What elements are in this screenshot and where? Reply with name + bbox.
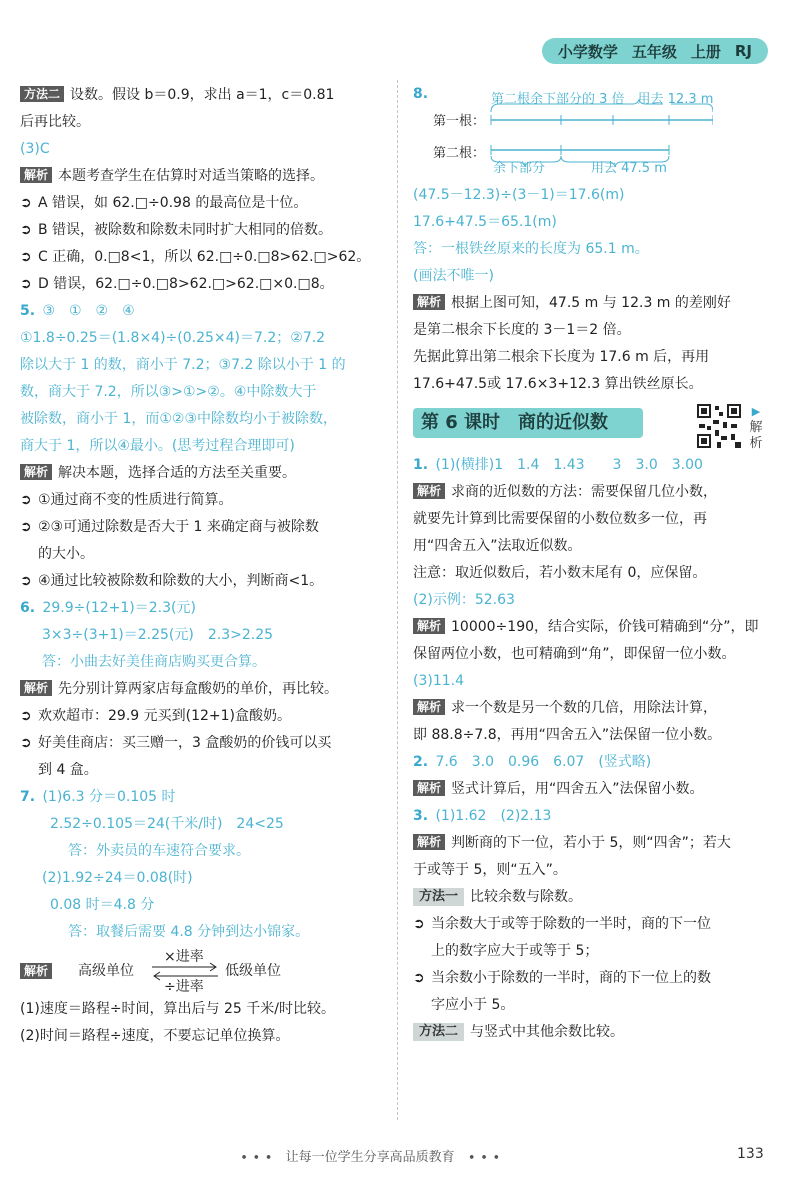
text-line: (1)速度＝路程÷时间，算出后与 25 千米/时比较。 [20, 1001, 335, 1017]
header-volume: 上册 [690, 42, 721, 61]
analysis-line: 解析 本题考查学生在估算时对适当策略的选择。 [20, 163, 382, 190]
arrow-icon: ➲ [20, 573, 32, 589]
analysis-tag: 解析 [413, 834, 445, 850]
question-7: 7. (1)6.3 分＝0.105 时 [20, 789, 176, 805]
method-tag: 方法二 [20, 86, 64, 102]
bullet-line: ➲ ①通过商不变的性质进行简算。 [20, 487, 382, 514]
divide-rate-label: ÷进率 [164, 979, 204, 995]
answer-line: 被除数，商小于 1，而①②③中除数均小于被除数， [20, 411, 338, 427]
wire-diagram [413, 82, 783, 174]
bullet-line: ➲ 当余数小于除数的一半时，商的下一位上的数 [413, 965, 783, 992]
arrow-icon: ➲ [20, 222, 32, 238]
answer-line: ①1.8÷0.25＝(1.8×4)÷(0.25×4)＝7.2；②7.2 [20, 330, 326, 346]
answer-line: 3×3÷(3+1)＝2.25(元) 2.3>2.25 [42, 627, 274, 643]
analysis-line: 解析 10000÷190，结合实际，价钱可精确到“分”，即 [413, 614, 783, 641]
analysis-tag: 解析 [20, 963, 52, 979]
analysis-tag: 解析 [413, 780, 445, 796]
header-badge [542, 38, 768, 64]
arrow-icon: ➲ [20, 249, 32, 265]
text-line: 于或等于 5，则“五入”。 [413, 862, 567, 878]
arrow-icon: ➲ [20, 276, 32, 292]
answer-line: 答：取餐后需要 4.8 分钟到达小锦家。 [68, 924, 310, 940]
analysis-line: 解析 先分别计算两家店每盒酸奶的单价，再比较。 [20, 676, 382, 703]
arrow-icon: ➲ [20, 195, 32, 211]
question-8-number: 8. [413, 86, 429, 102]
diagram-caption-top: 第二根余下部分的 3 倍 用去 12.3 m [491, 92, 714, 107]
text-line: (2)时间＝路程÷速度，不要忘记单位换算。 [20, 1028, 290, 1044]
method-tag: 方法一 [413, 888, 464, 906]
arrow-icon: ➲ [413, 916, 425, 932]
analysis-line: 解析 解决本题，选择合适的方法至关重要。 [20, 460, 382, 487]
high-unit-label: 高级单位 [78, 963, 134, 979]
bullet-line: ➲ B 错误，被除数和除数未同时扩大相同的倍数。 [20, 217, 382, 244]
bullet-line: ➲ 欢欢超市：29.9 元买到(12+1)盒酸奶。 [20, 703, 382, 730]
answer-line: 答：一根铁丝原来的长度为 65.1 m。 [413, 241, 649, 257]
answer-line: 答：小曲去好美佳商店购买更合算。 [42, 654, 266, 670]
bullet-line: ➲ A 错误，如 62.□÷0.98 的最高位是十位。 [20, 190, 382, 217]
bullet-line: ➲ D 错误，62.□÷0.□8>62.□>62.□×0.□8。 [20, 271, 382, 298]
answer-line: 17.6+47.5＝65.1(m) [413, 214, 557, 230]
column-divider [397, 80, 398, 1120]
text-line: 保留两位小数，也可精确到“角”，即保留一位小数。 [413, 646, 736, 662]
analysis-line: 解析 判断商的下一位，若小于 5，则“四舍”；若大 [413, 830, 783, 857]
analysis-line: 解析 求商的近似数的方法：需要保留几位小数， [413, 479, 783, 506]
analysis-line: 解析 竖式计算后，用“四舍五入”法保留小数。 [413, 776, 783, 803]
analysis-tag: 解析 [20, 167, 52, 183]
section-1: 1. (1)(横排)1 1.4 1.43 3 3.0 3.00 [413, 457, 703, 473]
answer-line: (2)示例：52.63 [413, 592, 515, 608]
lesson-title: 第 6 课时 商的近似数 [413, 408, 643, 438]
bullet-line: ➲ C 正确，0.□8<1，所以 62.□÷0.□8>62.□>62。 [20, 244, 382, 271]
arrow-icon: ➲ [20, 492, 32, 508]
analysis-tag: 解析 [413, 618, 445, 634]
arrow-icon: ➲ [20, 708, 32, 724]
bullet-line: ➲ 好美佳商店：买三赠一，3 盒酸奶的价钱可以买 [20, 730, 382, 757]
bullet-line: ➲ 当余数大于或等于除数的一半时，商的下一位 [413, 911, 783, 938]
analysis-line: 解析 求一个数是另一个数的几倍，用除法计算， [413, 695, 783, 722]
method-line: 方法二 与竖式中其他余数比较。 [413, 1019, 783, 1046]
text-line: 后再比较。 [20, 114, 90, 130]
footer-slogan: ∙ ∙ ∙ 让每一位学生分享高品质教育 ∙ ∙ ∙ [240, 1150, 501, 1165]
text-line: 17.6+47.5或 17.6×3+12.3 算出铁丝原长。 [413, 376, 703, 392]
text-line: 是第二根余下长度的 3－1＝2 倍。 [413, 322, 631, 338]
text-line: 先据此算出第二根余下长度为 17.6 m 后，再用 [413, 349, 710, 365]
first-wire-label: 第一根： [433, 114, 486, 129]
segment-lines [413, 82, 713, 174]
qr-code-icon[interactable] [695, 402, 743, 450]
analysis-tag: 解析 [413, 483, 445, 499]
header-edition: RJ [734, 42, 752, 60]
text-line: 就要先计算到比需要保留的小数位数多一位，再 [413, 511, 707, 527]
left-column [20, 82, 382, 1050]
text-line: 用“四舍五入”法取近似数。 [413, 538, 582, 554]
question-5: 5. ③ ① ② ④ [20, 303, 135, 319]
multiply-rate-label: ×进率 [164, 949, 204, 965]
method-line: 方法二 设数。假设 b＝0.9，求出 a＝1，c＝0.81 [20, 82, 382, 109]
play-icon: ▶ [751, 405, 761, 418]
analysis-tag: 解析 [20, 680, 52, 696]
answer-line: 0.08 时＝4.8 分 [50, 897, 155, 913]
answer-line: (画法不唯一) [413, 268, 494, 284]
arrow-icon: ➲ [20, 519, 32, 535]
answer-line: 数，商大于 7.2，所以③>①>②。④中除数大于 [20, 384, 317, 400]
text-line: 到 4 盒。 [38, 762, 98, 778]
arrow-icon: ➲ [20, 735, 32, 751]
bullet-line: ➲ ②③可通过除数是否大于 1 来确定商与被除数 [20, 514, 382, 541]
text-line: 上的数字应大于或等于 5； [431, 943, 599, 959]
low-unit-label: 低级单位 [225, 963, 281, 979]
answer-line: (3)11.4 [413, 673, 465, 689]
answer-line: (2)1.92÷24＝0.08(时) [42, 870, 193, 886]
unit-conversion-diagram [20, 946, 382, 996]
qr-label: ▶ 解析 [747, 404, 765, 452]
analysis-tag: 解析 [20, 464, 52, 480]
page-number: 133 [737, 1146, 764, 1162]
text-line: 注意：取近似数后，若小数末尾有 0，应保留。 [413, 565, 707, 581]
second-wire-label: 第二根： [433, 146, 486, 161]
method-line: 方法一 比较余数与除数。 [413, 884, 783, 911]
text-line: 字应小于 5。 [431, 997, 515, 1013]
question-6: 6. 29.9÷(12+1)＝2.3(元) [20, 600, 196, 616]
answer-line: 商大于 1，所以④最小。(思考过程合理即可) [20, 438, 295, 454]
answer-line: (3)C [20, 141, 50, 157]
analysis-line: 解析 根据上图可知，47.5 m 与 12.3 m 的差刚好 [413, 290, 783, 317]
lesson-banner [413, 402, 783, 451]
page-footer [0, 1146, 800, 1166]
section-2: 2. 7.6 3.0 0.96 6.07 (竖式略) [413, 754, 652, 770]
used-label: 用去 47.5 m [591, 161, 667, 176]
analysis-tag: 解析 [413, 294, 445, 310]
header-subject: 小学数学 [557, 42, 618, 61]
answer-line: 答：外卖员的车速符合要求。 [68, 843, 250, 859]
text-line: 的大小。 [38, 546, 94, 562]
remain-label: 余下部分 [493, 161, 546, 176]
method-tag: 方法二 [413, 1023, 464, 1041]
header-grade: 五年级 [631, 42, 677, 61]
section-3: 3. (1)1.62 (2)2.13 [413, 808, 552, 824]
right-column [413, 82, 783, 1046]
answer-line: 2.52÷0.105＝24(千米/时) 24<25 [50, 816, 284, 832]
answer-line: (47.5－12.3)÷(3－1)＝17.6(m) [413, 187, 625, 203]
answer-line: 除以大于 1 的数，商小于 7.2；③7.2 除以小于 1 的 [20, 357, 346, 373]
text-line: 即 88.8÷7.8，再用“四舍五入”法保留一位小数。 [413, 727, 722, 743]
analysis-tag: 解析 [413, 699, 445, 715]
arrow-icon: ➲ [413, 970, 425, 986]
bullet-line: ➲ ④通过比较被除数和除数的大小，判断商<1。 [20, 568, 382, 595]
